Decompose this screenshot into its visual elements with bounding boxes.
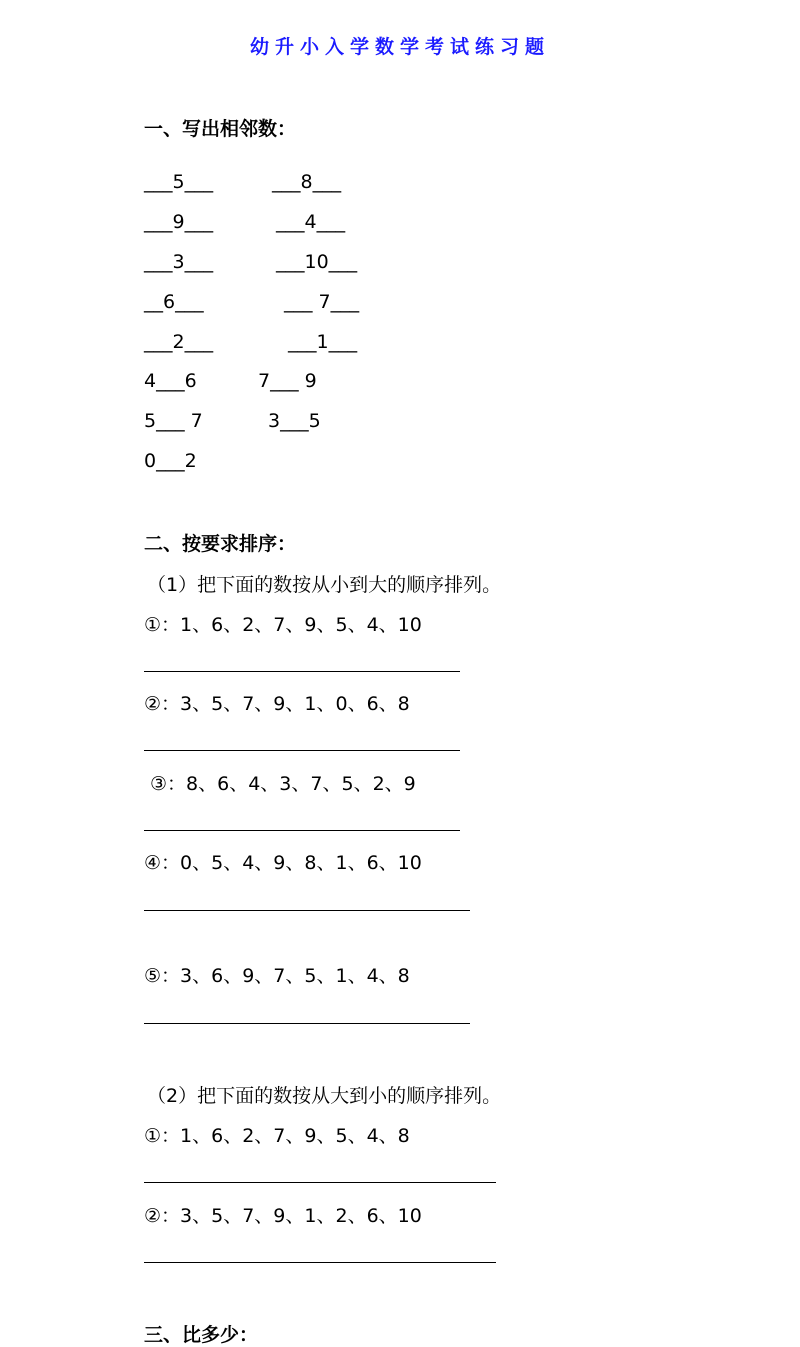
neighbor-left-7: 5___ 7 (144, 410, 203, 432)
ascending-item-1: ①：1、6、2、7、9、5、4、10 (144, 614, 422, 636)
ascending-item-5: ⑤：3、6、9、7、5、1、4、8 (144, 965, 410, 987)
ascending-item-3: ③：8、6、4、3、7、5、2、9 (150, 773, 416, 795)
section2-heading: 二、按要求排序： (144, 533, 297, 555)
neighbor-left-8: 0___2 (144, 450, 197, 472)
answer-line (144, 671, 460, 672)
neighbor-left-2: ___9___ (144, 211, 214, 233)
neighbor-right-7: 3___5 (268, 410, 321, 432)
answer-line (144, 750, 460, 751)
answer-line (144, 1182, 496, 1183)
neighbor-left-4: __6___ (144, 291, 204, 313)
ascending-instruction: （1）把下面的数按从小到大的顺序排列。 (147, 574, 502, 596)
section1-heading: 一、写出相邻数： (144, 118, 297, 140)
descending-item-1: ①：1、6、2、7、9、5、4、8 (144, 1125, 410, 1147)
descending-instruction: （2）把下面的数按从大到小的顺序排列。 (147, 1085, 502, 1107)
answer-line (144, 1023, 470, 1024)
neighbor-right-4: ___ 7___ (284, 291, 360, 313)
neighbor-right-2: ___4___ (276, 211, 346, 233)
answer-line (144, 1262, 496, 1263)
ascending-item-4: ④：0、5、4、9、8、1、6、10 (144, 852, 422, 874)
section3-heading: 三、比多少： (144, 1324, 259, 1346)
neighbor-left-6: 4___6 (144, 370, 197, 392)
answer-line (144, 830, 460, 831)
descending-item-2: ②：3、5、7、9、1、2、6、10 (144, 1205, 422, 1227)
neighbor-right-1: ___8___ (272, 171, 342, 193)
neighbor-left-5: ___2___ (144, 331, 214, 353)
neighbor-right-6: 7___ 9 (258, 370, 317, 392)
neighbor-right-5: ___1___ (288, 331, 358, 353)
answer-line (144, 910, 470, 911)
neighbor-left-3: ___3___ (144, 251, 214, 273)
neighbor-left-1: ___5___ (144, 171, 214, 193)
neighbor-right-3: ___10___ (276, 251, 358, 273)
ascending-item-2: ②：3、5、7、9、1、0、6、8 (144, 693, 410, 715)
document-title: 幼升小入学数学考试练习题 (249, 36, 550, 58)
